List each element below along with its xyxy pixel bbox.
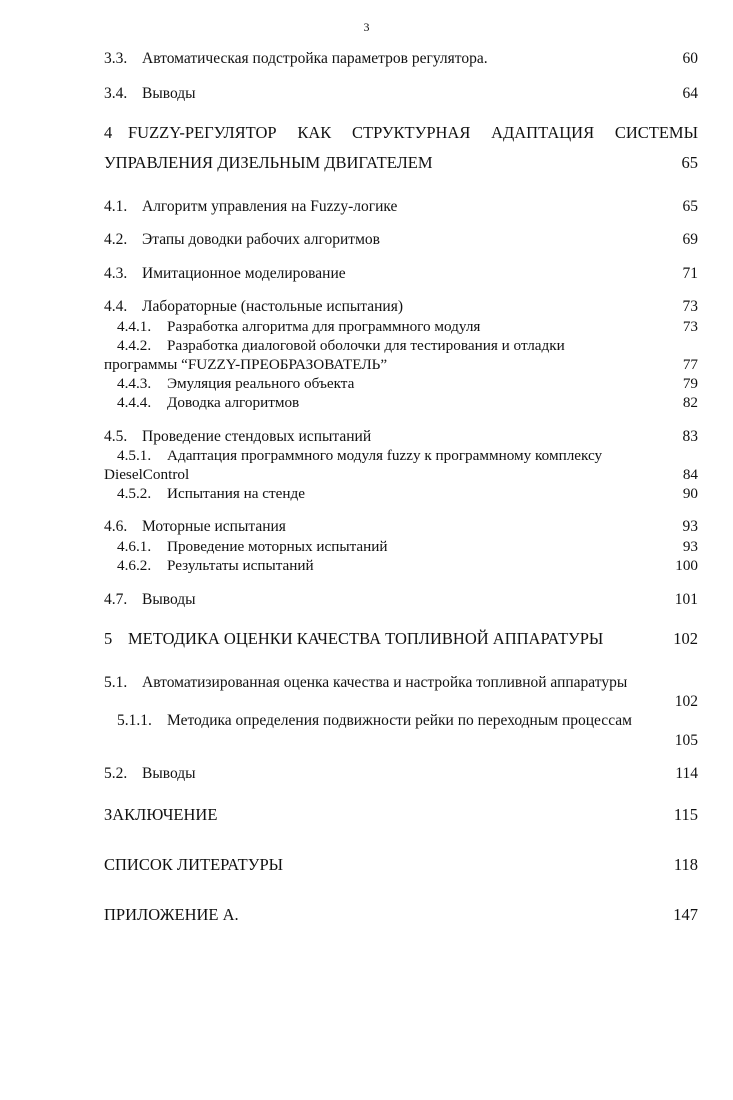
toc-entry-4-5[interactable] — [104, 428, 698, 446]
entry-number: 5.1. — [104, 674, 128, 691]
entry-page: 93 — [682, 518, 698, 535]
entry-number: 3.3. — [104, 50, 128, 67]
entry-page: 118 — [673, 855, 698, 874]
entry-title-line1: Разработка диалоговой оболочки для тестирования и отладки — [167, 337, 565, 354]
entry-page: 147 — [673, 905, 698, 924]
toc-entry-4-4[interactable] — [104, 298, 698, 316]
entry-page: 102 — [673, 629, 698, 648]
toc-entry-4-6[interactable] — [104, 518, 698, 536]
entry-title: Выводы — [142, 591, 196, 608]
entry-title-line1: Адаптация программного модуля fuzzy к программному комплексу — [167, 447, 603, 464]
entry-page: 105 — [674, 732, 698, 749]
toc-entry-5-1[interactable] — [104, 674, 698, 692]
entry-title: Автоматическая подстройка параметров регулятора. — [142, 50, 488, 67]
entry-title: Разработка алгоритма для программного модуля — [167, 318, 481, 335]
entry-number: 4.4.3. — [117, 375, 152, 392]
entry-title: Доводка алгоритмов — [167, 394, 300, 411]
entry-number: 4.6.2. — [117, 557, 152, 574]
entry-title: СПИСОК ЛИТЕРАТУРЫ — [104, 855, 284, 874]
toc-entry-4-4-1[interactable] — [104, 318, 698, 336]
entry-number: 4.4.4. — [117, 394, 152, 411]
entry-number: 5.1.1. — [117, 712, 152, 729]
toc-chapter-4-line2 — [104, 153, 698, 173]
entry-number: 4.6. — [104, 518, 128, 535]
toc-conclusion[interactable] — [104, 805, 698, 825]
toc-entry-4-6-2[interactable] — [104, 557, 698, 575]
toc-chapter-5[interactable] — [104, 629, 698, 649]
toc-entry-5-1-1-page-line — [104, 732, 698, 750]
entry-page: 60 — [682, 50, 698, 67]
chapter-title-line1: FUZZY-РЕГУЛЯТОР КАК СТРУКТУРНАЯ АДАПТАЦИЯ СИСТЕМЫ — [128, 123, 698, 142]
entry-page: 69 — [682, 231, 698, 248]
entry-page: 101 — [674, 591, 698, 608]
entry-number: 4.5.2. — [117, 485, 152, 502]
toc-entry-4-1[interactable] — [104, 198, 698, 216]
entry-page: 114 — [675, 765, 698, 782]
entry-number: 4.4.1. — [117, 318, 152, 335]
entry-number: 4.7. — [104, 591, 128, 608]
chapter-number: 4 — [104, 123, 113, 142]
toc-entry-5-1-page-line — [104, 693, 698, 711]
entry-page: 73 — [682, 298, 698, 315]
entry-title-line2: программы “FUZZY-ПРЕОБРАЗОВАТЕЛЬ” — [104, 356, 388, 373]
toc-entry-4-5-1-line2 — [104, 466, 698, 484]
toc-references[interactable] — [104, 855, 698, 875]
entry-page: 93 — [682, 538, 698, 555]
chapter-title-line2: УПРАВЛЕНИЯ ДИЗЕЛЬНЫМ ДВИГАТЕЛЕМ — [104, 153, 433, 172]
entry-page: 102 — [674, 693, 698, 710]
entry-page: 83 — [682, 428, 698, 445]
toc-appendix-a[interactable] — [104, 905, 698, 925]
toc-entry-3-4[interactable] — [104, 85, 698, 103]
entry-number: 5.2. — [104, 765, 128, 782]
entry-title: Лабораторные (настольные испытания) — [142, 298, 403, 315]
entry-page: 84 — [682, 466, 698, 483]
entry-title: Выводы — [142, 765, 196, 782]
entry-title: Имитационное моделирование — [142, 265, 346, 282]
entry-page: 64 — [682, 85, 698, 102]
entry-page: 65 — [682, 198, 698, 215]
entry-title: Методика определения подвижности рейки по переходным процессам — [167, 712, 632, 729]
toc-entry-4-5-1[interactable] — [104, 447, 698, 465]
chapter-number: 5 — [104, 629, 113, 648]
entry-number: 3.4. — [104, 85, 128, 102]
entry-title: Испытания на стенде — [167, 485, 306, 502]
chapter-title: МЕТОДИКА ОЦЕНКИ КАЧЕСТВА ТОПЛИВНОЙ АППАРАТУРЫ — [128, 629, 604, 648]
entry-title: Этапы доводки рабочих алгоритмов — [142, 231, 380, 248]
toc-entry-4-6-1[interactable] — [104, 538, 698, 556]
entry-page: 73 — [682, 318, 698, 335]
entry-page: 65 — [681, 153, 698, 172]
toc-entry-4-7[interactable] — [104, 591, 698, 609]
toc-entry-4-4-4[interactable] — [104, 394, 698, 412]
toc-entry-3-3[interactable] — [104, 50, 698, 68]
toc-entry-5-1-1[interactable] — [104, 712, 698, 730]
entry-number: 4.5.1. — [117, 447, 152, 464]
entry-number: 4.4. — [104, 298, 128, 315]
toc-entry-5-2[interactable] — [104, 765, 698, 783]
entry-title-line2: DieselControl — [104, 466, 190, 483]
entry-title: Эмуляция реального объекта — [167, 375, 355, 392]
entry-title: Автоматизированная оценка качества и настройка топливной аппаратуры — [142, 674, 628, 691]
entry-title: ПРИЛОЖЕНИЕ А. — [104, 905, 239, 924]
entry-number: 4.3. — [104, 265, 128, 282]
entry-title: Проведение моторных испытаний — [167, 538, 388, 555]
entry-number: 4.2. — [104, 231, 128, 248]
toc-chapter-4[interactable] — [104, 123, 698, 143]
entry-page: 77 — [682, 356, 698, 373]
entry-title: Результаты испытаний — [167, 557, 314, 574]
entry-number: 4.5. — [104, 428, 128, 445]
entry-title: ЗАКЛЮЧЕНИЕ — [104, 805, 218, 824]
entry-title: Проведение стендовых испытаний — [142, 428, 372, 445]
entry-title: Выводы — [142, 85, 196, 102]
entry-page: 115 — [673, 805, 698, 824]
entry-page: 82 — [682, 394, 698, 411]
entry-title: Моторные испытания — [142, 518, 286, 535]
entry-page: 100 — [675, 557, 698, 574]
toc-entry-4-4-2-line2 — [104, 356, 698, 374]
toc-entry-4-4-2[interactable] — [104, 337, 698, 355]
toc-entry-4-4-3[interactable] — [104, 375, 698, 393]
toc-entry-4-3[interactable] — [104, 265, 698, 283]
entry-number: 4.1. — [104, 198, 128, 215]
entry-page: 79 — [682, 375, 698, 392]
toc-entry-4-5-2[interactable] — [104, 485, 698, 503]
entry-title: Алгоритм управления на Fuzzy-логике — [142, 198, 398, 215]
toc-entry-4-2[interactable] — [104, 231, 698, 249]
entry-number: 4.6.1. — [117, 538, 152, 555]
entry-page: 71 — [682, 265, 698, 282]
entry-number: 4.4.2. — [117, 337, 152, 354]
entry-page: 90 — [682, 485, 698, 502]
page-number: 3 — [363, 20, 370, 34]
